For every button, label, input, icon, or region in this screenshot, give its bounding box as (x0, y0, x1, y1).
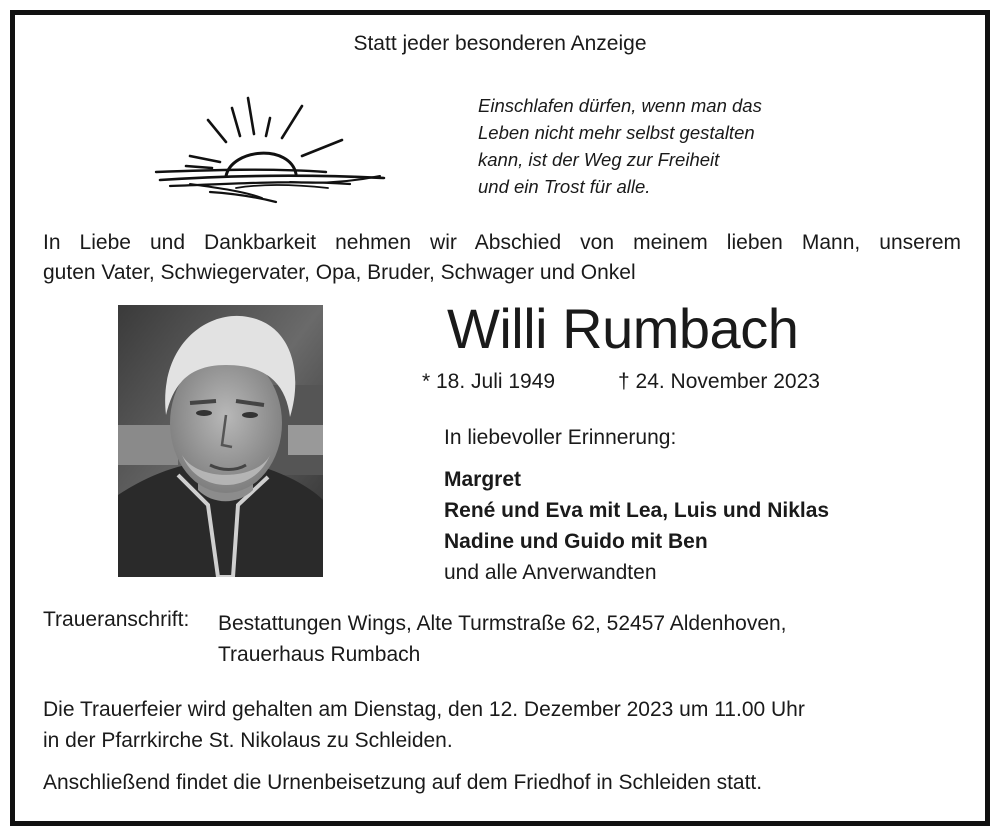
address-text (218, 608, 787, 670)
mourner-name: René und Eva mit Lea, Luis und Niklas (444, 499, 830, 522)
death-date: † 24. November 2023 (618, 370, 820, 393)
portrait-photo (118, 305, 323, 577)
poem-line: Einschlafen dürfen, wenn man das (478, 95, 762, 116)
intro-line-1: In Liebe und Dankbarkeit nehmen wir Abschied von meinem lieben Mann, unserem (43, 231, 961, 254)
sunset-icon (150, 92, 390, 207)
mourners-list (444, 464, 829, 588)
intro-text (43, 228, 961, 288)
address-label: Traueranschrift: (43, 608, 190, 631)
mourner-name: Nadine und Guido mit Ben (444, 530, 708, 553)
burial-info: Anschließend findet die Urnenbeisetzung auf dem Friedhof in Schleiden statt. (43, 771, 763, 794)
memory-label: In liebevoller Erinnerung: (444, 426, 677, 449)
address-line-1: Bestattungen Wings, Alte Turmstraße 62, 52457 Aldenhoven, (218, 612, 787, 635)
poem-line: Leben nicht mehr selbst gestalten (478, 122, 755, 143)
poem-line: und ein Trost für alle. (478, 176, 651, 197)
intro-line-2: guten Vater, Schwiegervater, Opa, Bruder, Schwager und Onkel (43, 261, 636, 284)
poem-line: kann, ist der Weg zur Freiheit (478, 149, 720, 170)
funeral-line-1: Die Trauerfeier wird gehalten am Dienstag, den 12. Dezember 2023 um 11.00 Uhr (43, 698, 805, 721)
mourner-name: Margret (444, 468, 522, 491)
funeral-line-2: in der Pfarrkirche St. Nikolaus zu Schleiden. (43, 729, 453, 752)
poem (478, 92, 838, 200)
deceased-name: Willi Rumbach (447, 297, 799, 360)
notice-header: Statt jeder besonderen Anzeige (353, 32, 647, 55)
birth-date: * 18. Juli 1949 (422, 370, 556, 393)
funeral-info (43, 694, 805, 756)
mourner-relatives: und alle Anverwandten (444, 561, 657, 584)
address-line-2: Trauerhaus Rumbach (218, 643, 421, 666)
